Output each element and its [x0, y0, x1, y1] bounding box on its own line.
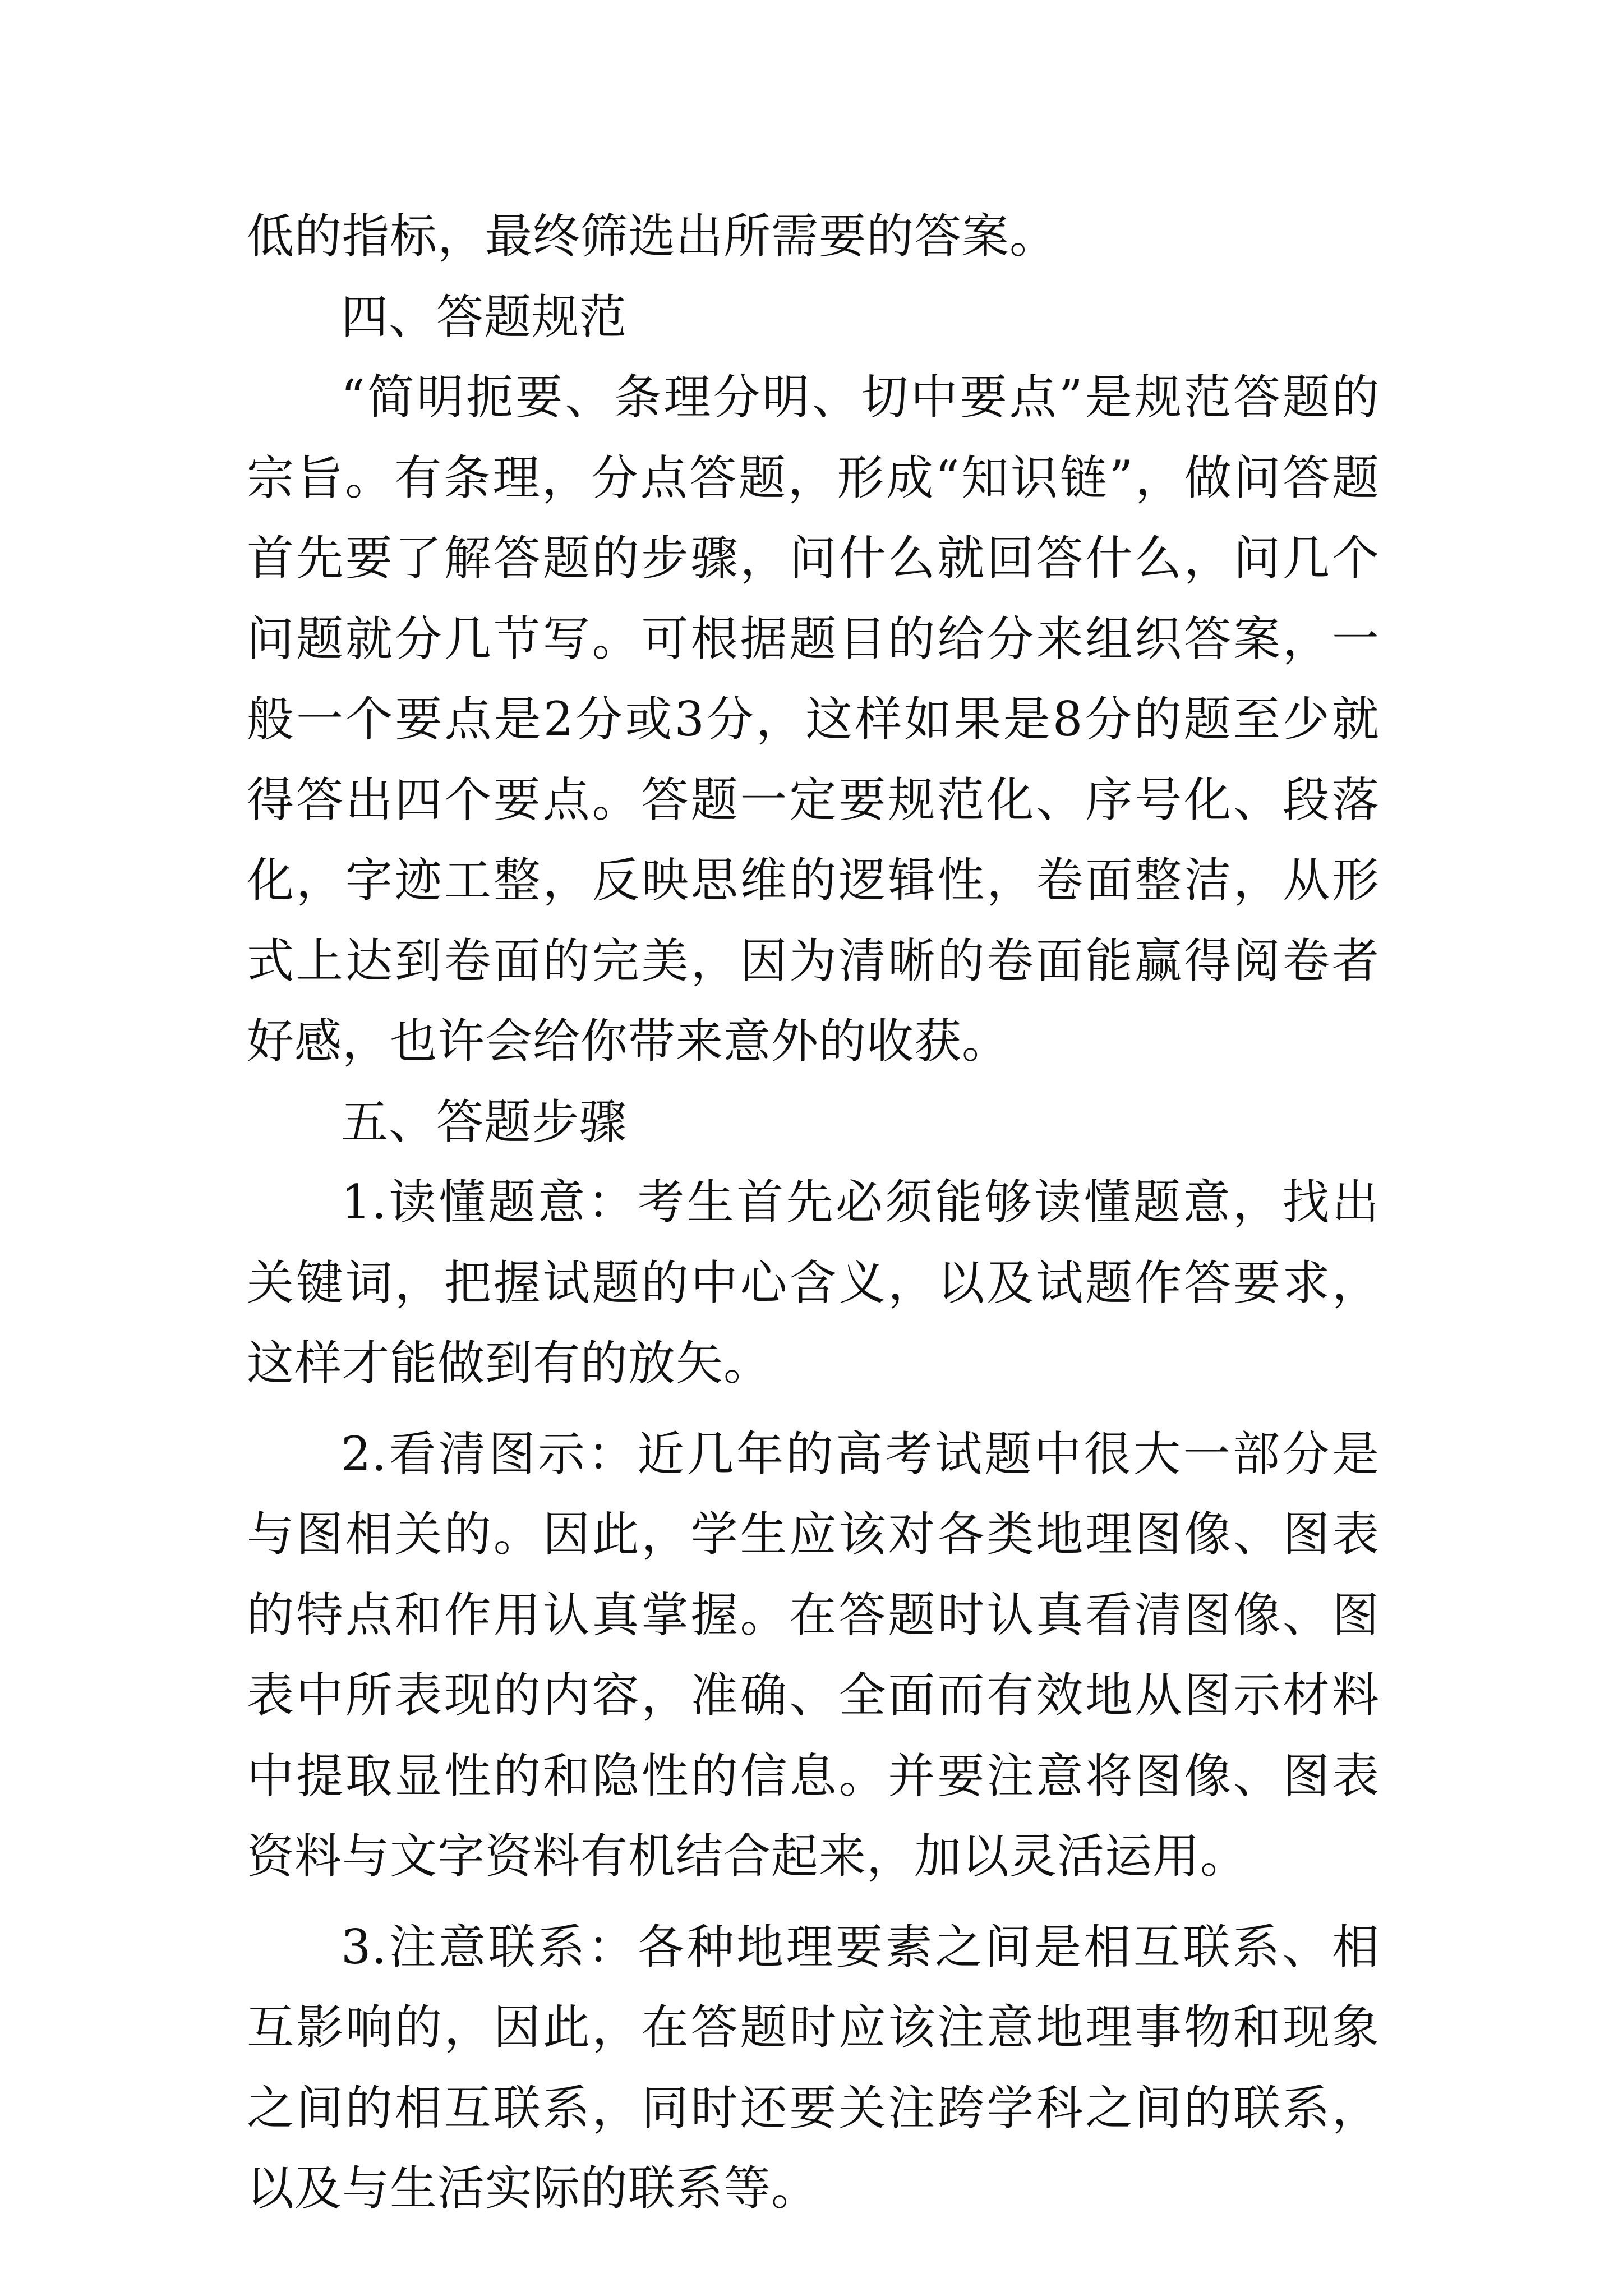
section-heading-answer-norms: 四、答题规范 [341, 289, 628, 344]
document-body [247, 196, 1380, 2229]
paragraph-step-2: 2.看清图示：近几年的高考试题中很大一部分是与图相关的。因此，学生应该对各类地理图像、图表的特点和作用认真掌握。在答题时认真看清图像、图表中所表现的内容，准确、全面而有效地从图示材料中提取显性的和隐性的信息。并要注意将图像、图表资料与文字资料有机结合起来，加以灵活运用。 [247, 1426, 1380, 1884]
paragraph-answer-norms: “简明扼要、条理分明、切中要点”是规范答题的宗旨。有条理，分点答题，形成“知识链”，做问答题首先要了解答题的步骤，问什么就回答什么，问几个问题就分几节写。可根据题目的给分来组织答案，一般一个要点是2分或3分，这样如果是8分的题至少就得答出四个要点。答题一定要规范化、序号化、段落化，字迹工整，反映思维的逻辑性，卷面整洁，从形式上达到卷面的完美，因为清晰的卷面能赢得阅卷者好感，也许会给你带来意外的收获。 [247, 370, 1380, 1069]
paragraph-step-3: 3.注意联系：各种地理要素之间是相互联系、相互影响的，因此，在答题时应该注意地理事物和现象之间的相互联系，同时还要关注跨学科之间的联系，以及与生活实际的联系等。 [247, 1919, 1380, 2216]
paragraph-continuation: 低的指标，最终筛选出所需要的答案。 [247, 209, 1058, 264]
section-heading-answer-steps: 五、答题步骤 [341, 1094, 628, 1149]
paragraph-step-1: 1.读懂题意：考生首先必须能够读懂题意，找出关键词，把握试题的中心含义，以及试题作答要求，这样才能做到有的放矢。 [247, 1175, 1380, 1391]
